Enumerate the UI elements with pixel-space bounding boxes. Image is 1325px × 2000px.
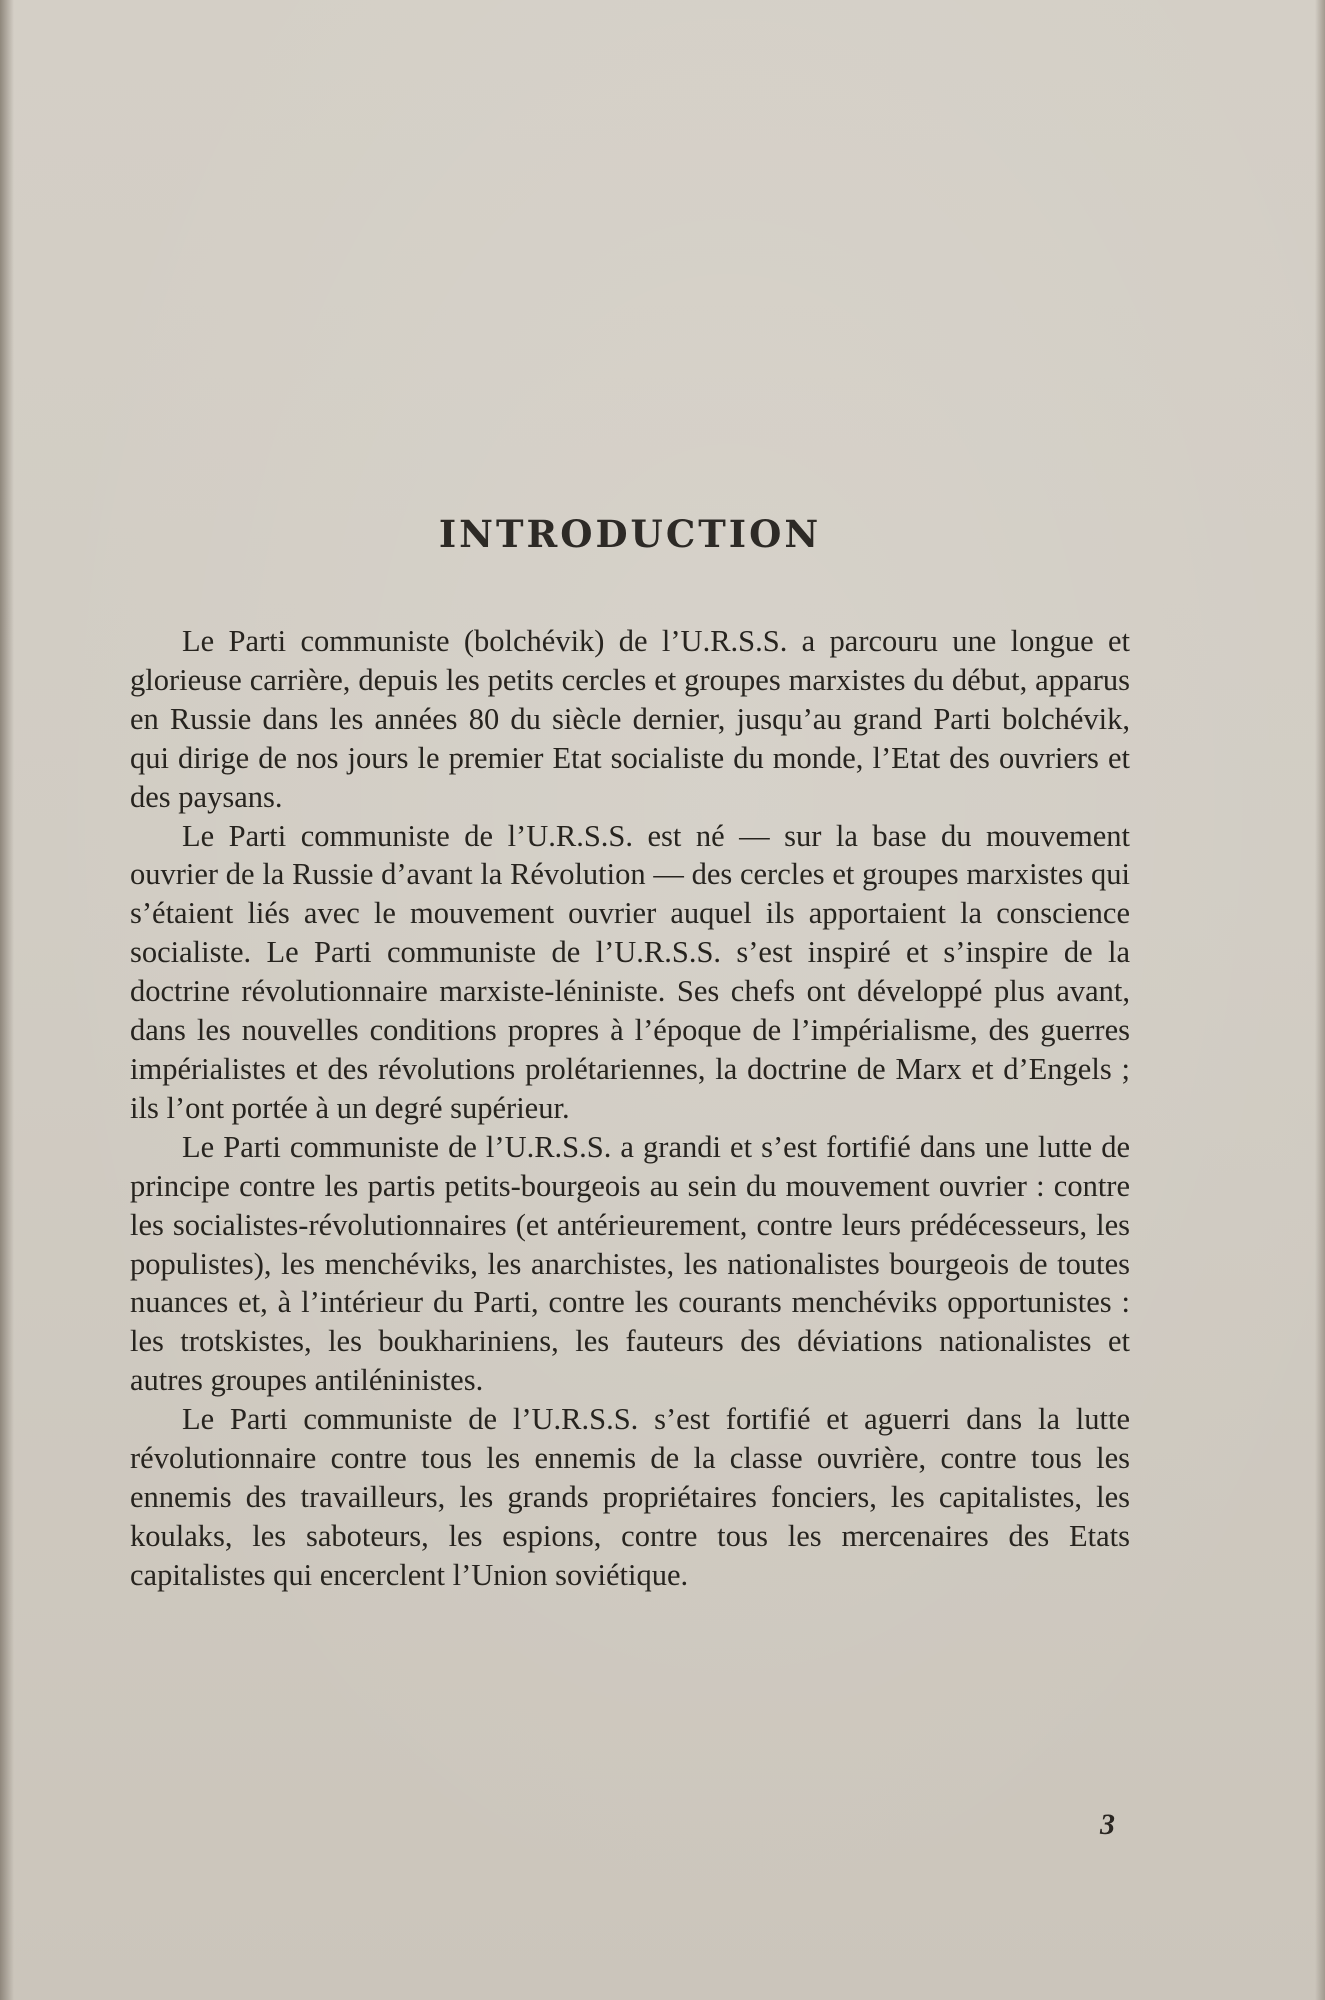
- paragraph: Le Parti communiste de l’U.R.S.S. s’est fortifié et aguerri dans la lutte révolutionnaire contre tous les ennemis de la classe ouvrière, contre tous les ennemis des travailleurs, les grands propriétaires fonciers, les capitalistes, les koulaks, les saboteurs, les espions, contre tous les mercenaires des Etats capitalistes qui encerclent l’Union soviétique.: [130, 1402, 1130, 1592]
- body-text: [130, 622, 1130, 1595]
- paragraph: Le Parti communiste de l’U.R.S.S. est né — sur la base du mouvement ouvrier de la Russie d’avant la Révolution — des cercles et groupes marxistes qui s’étaient liés avec le mouvement ouvrier auquel ils apportaient la conscience socialiste. Le Parti communiste de l’U.R.S.S. s’est inspiré et s’inspire de la doctrine révolutionnaire marxiste-léniniste. Ses chefs ont développé plus avant, dans les nouvelles conditions propres à l’époque de l’impérialisme, des guerres impérialistes et des révolutions prolétariennes, la doctrine de Marx et d’Engels ; ils l’ont portée à un degré supérieur.: [130, 818, 1130, 1125]
- page-number: 3: [1100, 1808, 1115, 1841]
- chapter-title: INTRODUCTION: [438, 512, 822, 556]
- paragraph: Le Parti communiste de l’U.R.S.S. a grandi et s’est fortifié dans une lutte de principe contre les partis petits-bourgeois au sein du mouvement ouvrier : contre les socialistes-révolutionnaires (et antérieurement, contre leurs prédécesseurs, les populistes), les menchéviks, les anarchistes, les nationalistes bourgeois de toutes nuances et, à l’intérieur du Parti, contre les courants menchéviks opportunistes : les trotskistes, les boukhariniens, les fauteurs des déviations nationalistes et autres groupes antiléninistes.: [130, 1129, 1130, 1398]
- paragraph: Le Parti communiste (bolchévik) de l’U.R.S.S. a parcouru une longue et glorieuse carrière, depuis les petits cercles et groupes marxistes du début, apparus en Russie dans les années 80 du siècle dernier, jusqu’au grand Parti bolchévik, qui dirige de nos jours le premier Etat socialiste du monde, l’Etat des ouvriers et des paysans.: [130, 624, 1130, 814]
